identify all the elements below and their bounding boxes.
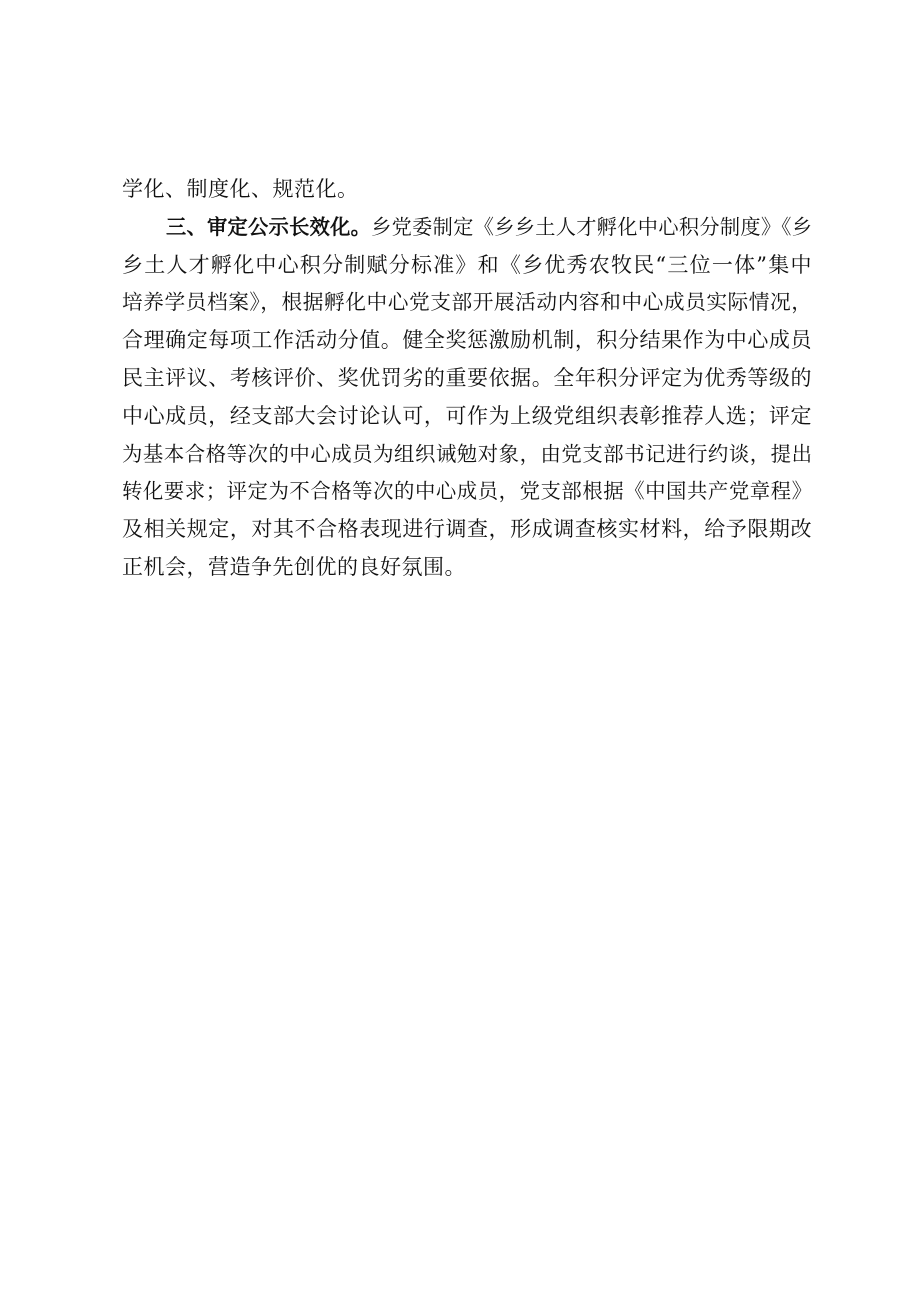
section-heading: 三、审定公示长效化。 [166, 214, 372, 239]
paragraph-line-1-text: 乡党委制定《乡乡土人才孵化中心积分制度》《乡 [371, 214, 812, 239]
paragraph-line-6: 中心成员，经支部大会讨论认可，可作为上级党组织表彰推荐人选；评定 [122, 403, 812, 428]
paragraph-line-5: 民主评议、考核评价、奖优罚劣的重要依据。全年积分评定为优秀等级的 [122, 365, 812, 390]
paragraph-line-4: 合理确定每项工作活动分值。健全奖惩激励机制，积分结果作为中心成员 [122, 328, 812, 353]
paragraph-continuation-line: 学化、制度化、规范化。 [122, 177, 359, 201]
paragraph-line-7: 为基本合格等次的中心成员为组织诫勉对象，由党支部书记进行约谈，提出 [122, 441, 812, 466]
paragraph-line-9: 及相关规定，对其不合格表现进行调查，形成调查核实材料，给予限期改 [122, 517, 812, 542]
body-text [122, 171, 812, 587]
paragraph-line-8: 转化要求；评定为不合格等次的中心成员，党支部根据《中国共产党章程》 [122, 479, 812, 504]
paragraph-line-3: 培养学员档案》，根据孵化中心党支部开展活动内容和中心成员实际情况， [122, 290, 812, 315]
paragraph-line-2: 乡土人才孵化中心积分制赋分标准》和《乡优秀农牧民“三位一体”集中 [122, 252, 812, 277]
paragraph-line-10: 正机会，营造争先创优的良好氛围。 [122, 554, 466, 579]
paragraph-line-1 [122, 209, 812, 247]
